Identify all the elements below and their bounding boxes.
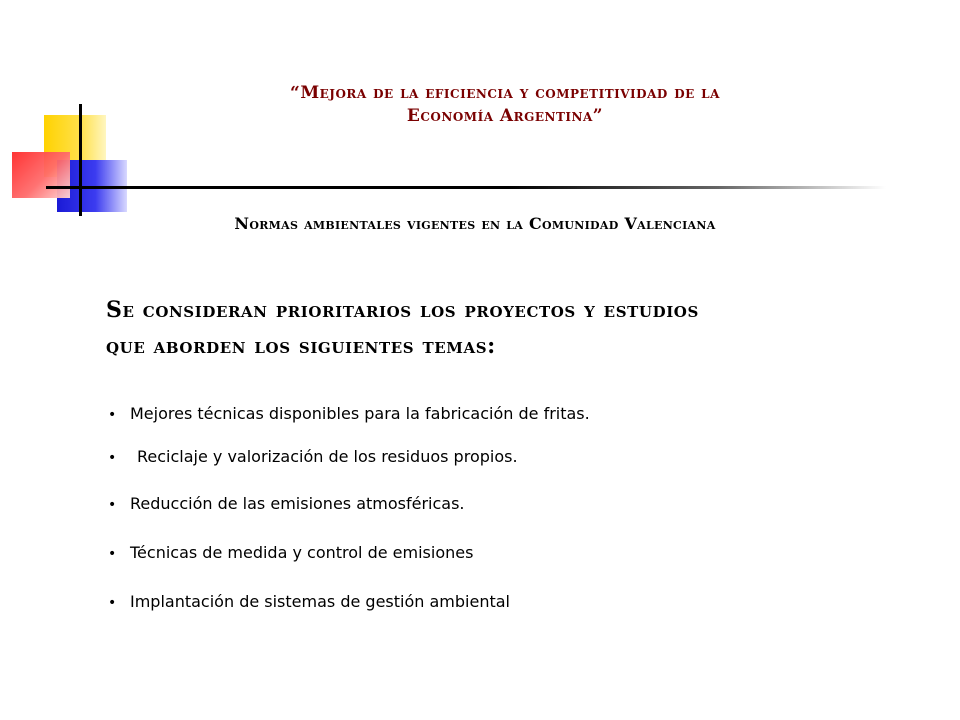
horizontal-rule [46, 186, 886, 189]
section-heading-line-1: Se consideran prioritarios los proyectos y estudios [106, 297, 699, 323]
bullet-text: Reducción de las emisiones atmosféricas. [130, 494, 465, 513]
bullet-text: Mejores técnicas disponibles para la fabricación de fritas. [130, 404, 590, 423]
red-square-decoration [12, 152, 70, 198]
bullet-text: Implantación de sistemas de gestión ambiental [130, 592, 510, 611]
slide-title-line-1: “Mejora de la eficiencia y competitividad de la [290, 83, 720, 103]
section-heading [106, 292, 906, 364]
bullet-text: Reciclaje y valorización de los residuos propios. [137, 447, 518, 466]
slide-title-line-2: Economía Argentina” [406, 106, 604, 126]
bullet-dot-icon: • [108, 407, 117, 423]
bullet-item [108, 494, 465, 513]
slide-subtitle: Normas ambientales vigentes en la Comunidad Valenciana [234, 214, 716, 233]
bullet-item [108, 543, 473, 562]
bullet-dot-icon: • [108, 497, 117, 513]
bullet-item [108, 447, 518, 466]
section-heading-line-2: que aborden los siguientes temas: [106, 333, 496, 359]
vertical-rule [79, 104, 82, 216]
bullet-text: Técnicas de medida y control de emisiones [130, 543, 474, 562]
bullet-dot-icon: • [108, 450, 117, 466]
bullet-item [108, 592, 510, 611]
slide-title [150, 82, 860, 128]
bullet-item [108, 404, 590, 423]
bullet-dot-icon: • [108, 546, 117, 562]
bullet-dot-icon: • [108, 595, 117, 611]
